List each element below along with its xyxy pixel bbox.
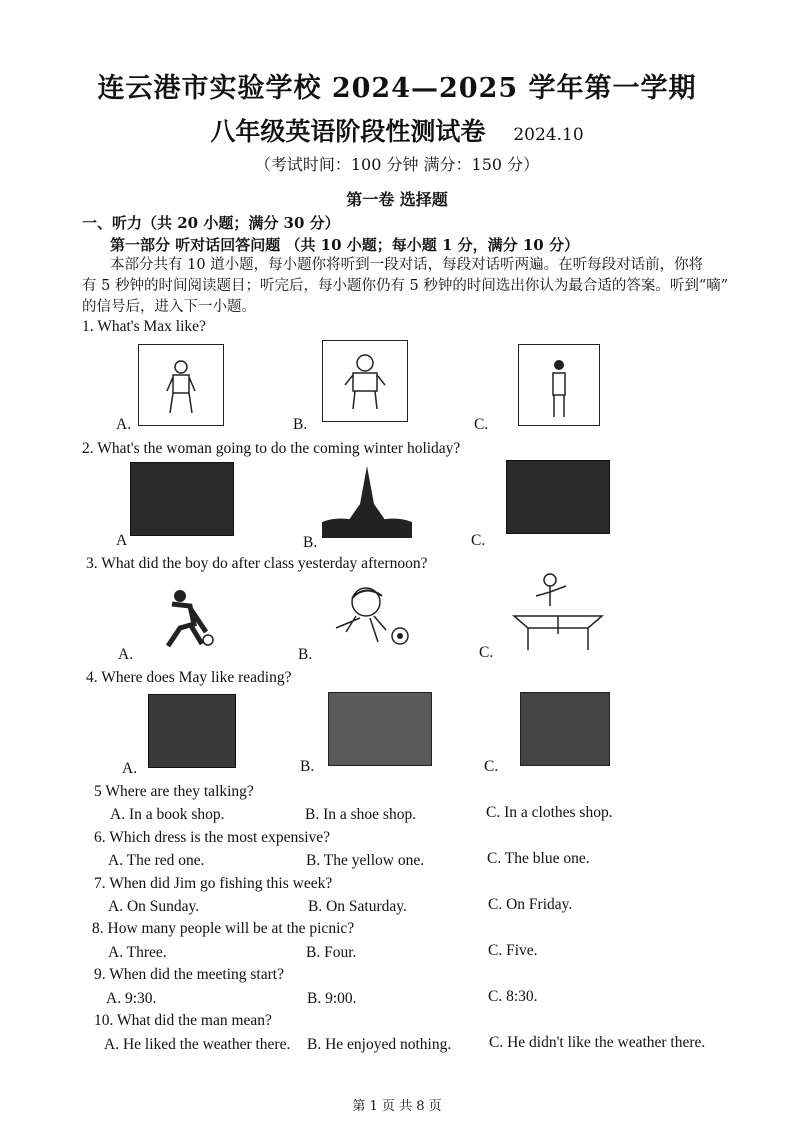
q8-option-a: A. Three.: [108, 944, 167, 961]
person-icon: [139, 345, 223, 425]
q6-option-a: A. The red one.: [108, 852, 205, 869]
person-icon: [519, 345, 599, 425]
q3-picture-b: [326, 584, 416, 648]
q5-option-a: A. In a book shop.: [110, 806, 225, 823]
q8-option-b: B. Four.: [306, 944, 357, 961]
q3-picture-a: [150, 588, 220, 652]
question-2: 2. What's the woman going to do the coming winter holiday?: [82, 440, 461, 457]
instructions-line-2: 有 5 秒钟的时间阅读题目；听完后，每小题你仍有 5 秒钟的时间选出你认为最合适的答案。听到“嘀”: [82, 278, 729, 294]
q10-option-a: A. He liked the weather there.: [104, 1036, 291, 1053]
instructions-line-1: 本部分共有 10 道小题，每小题你将听到一段对话，每段对话听两遍。在听每段对话前，你将: [110, 257, 704, 273]
q9-option-c: C. 8:30.: [488, 988, 538, 1005]
boy-soccer-icon: [326, 584, 416, 648]
q1-picture-b: [322, 340, 408, 422]
exam-subtitle-text: 八年级英语阶段性测试卷: [210, 117, 486, 146]
q4-picture-c: [520, 692, 610, 766]
q3-picture-c: [508, 572, 608, 652]
q2-picture-a: [130, 462, 234, 536]
q4-label-c: C.: [484, 758, 499, 775]
volume-heading: 第一卷 选择题: [346, 190, 448, 209]
question-3: 3. What did the boy do after class yesterday afternoon?: [86, 555, 428, 572]
q1-picture-c: [518, 344, 600, 426]
section-heading: 一、听力（共 20 小题；满分 30 分）: [82, 214, 340, 232]
q7-option-a: A. On Sunday.: [108, 898, 200, 915]
q4-picture-a: [148, 694, 236, 768]
q9-option-a: A. 9:30.: [106, 990, 157, 1007]
question-7: 7. When did Jim go fishing this week?: [94, 875, 333, 892]
q3-label-a: A.: [118, 646, 134, 663]
question-10: 10. What did the man mean?: [94, 1012, 272, 1029]
q1-label-b: B.: [293, 416, 308, 433]
q8-option-c: C. Five.: [488, 942, 538, 959]
q3-label-c: C.: [479, 644, 494, 661]
person-icon: [323, 341, 407, 421]
q4-picture-b: [328, 692, 432, 766]
q2-label-b: B.: [303, 534, 318, 551]
q7-option-b: B. On Saturday.: [308, 898, 407, 915]
question-4: 4. Where does May like reading?: [86, 669, 292, 686]
q4-label-a: A.: [122, 760, 138, 777]
page-number: 第 1 页 共 8 页: [352, 1099, 442, 1114]
q10-option-c: C. He didn't like the weather there.: [489, 1034, 706, 1051]
question-9: 9. When did the meeting start?: [94, 966, 284, 983]
exam-title: 连云港市实验学校 2024—2025 学年第一学期: [97, 73, 697, 104]
q1-picture-a: [138, 344, 224, 426]
exam-date: 2024.10: [513, 125, 584, 145]
instructions-line-3: 的信号后，进入下一小题。: [82, 299, 256, 315]
exam-subtitle: [0, 112, 794, 148]
ping-pong-icon: [508, 572, 608, 652]
question-1: 1. What's Max like?: [82, 318, 206, 335]
question-8: 8. How many people will be at the picnic?: [92, 920, 355, 937]
question-6: 6. Which dress is the most expensive?: [94, 829, 331, 846]
exam-info: （考试时间：100 分钟 满分：150 分）: [254, 155, 540, 174]
question-5: 5 Where are they talking?: [94, 783, 254, 800]
q6-option-b: B. The yellow one.: [306, 852, 425, 869]
eiffel-tower-icon: [322, 464, 412, 538]
q2-label-c: C.: [471, 532, 486, 549]
q5-option-c: C. In a clothes shop.: [486, 804, 613, 821]
q2-picture-b: [322, 464, 412, 538]
q6-option-c: C. The blue one.: [487, 850, 590, 867]
q9-option-b: B. 9:00.: [307, 990, 357, 1007]
q1-label-c: C.: [474, 416, 489, 433]
q2-picture-c: [506, 460, 610, 534]
q1-label-a: A.: [116, 416, 132, 433]
q5-option-b: B. In a shoe shop.: [305, 806, 417, 823]
q2-label-a: A: [116, 532, 128, 549]
q3-label-b: B.: [298, 646, 313, 663]
q10-option-b: B. He enjoyed nothing.: [307, 1036, 452, 1053]
q7-option-c: C. On Friday.: [488, 896, 573, 913]
part-heading: 第一部分 听对话回答问题 （共 10 小题；每小题 1 分，满分 10 分）: [110, 236, 579, 254]
badminton-player-icon: [150, 588, 220, 652]
q4-label-b: B.: [300, 758, 315, 775]
